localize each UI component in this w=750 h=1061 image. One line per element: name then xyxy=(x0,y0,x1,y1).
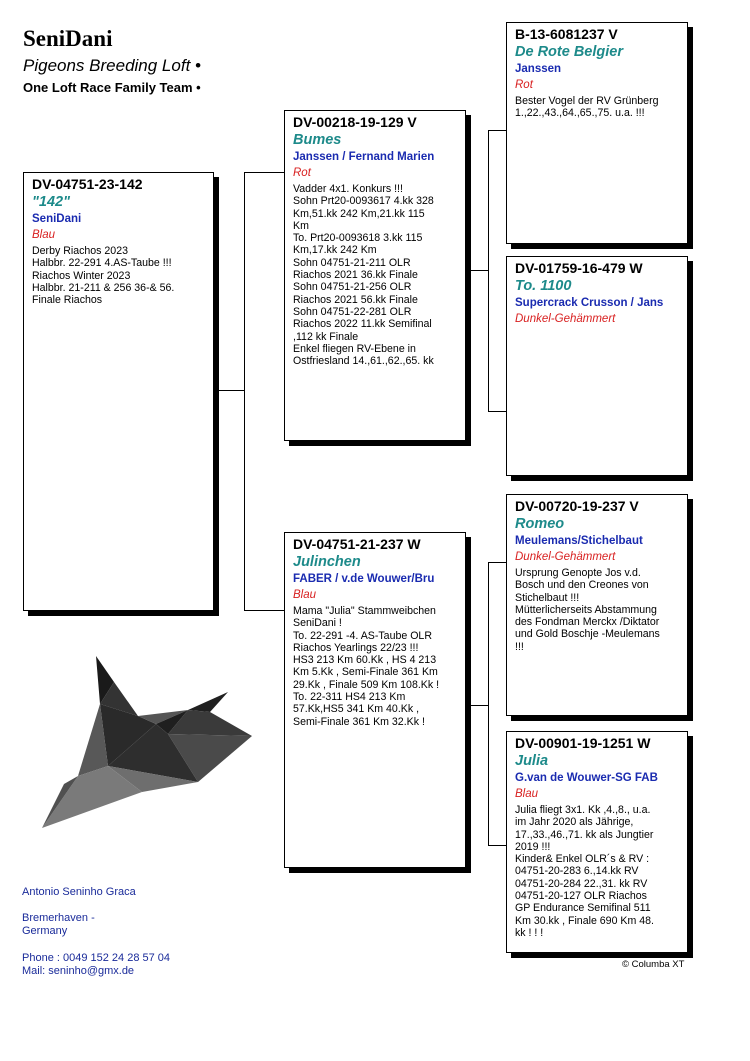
breeder: FABER / v.de Wouwer/Bru xyxy=(293,573,435,585)
notes: Ursprung Genopte Jos v.d. Bosch und den Creones von Stichelbaut !!! Mütterlicherseits Abstammung des Fondman Merckx /Diktator und Gold Boschje -Meulemans !!! xyxy=(515,567,660,653)
contact-mail: Mail: seninho@gmx.de xyxy=(22,965,135,977)
pigeon-name: To. 1100 xyxy=(515,278,572,294)
breeder: Janssen / Fernand Marien xyxy=(293,151,435,163)
ring-number: DV-00901-19-1251 W xyxy=(515,735,651,751)
notes: Vadder 4x1. Konkurs !!! Sohn Prt20-0093617 4.kk 328 Km,51.kk 242 Km,21.kk 115 Km To. Prt20-0093618 3.kk 115 Km,17.kk 242 Km Sohn 04751-21-211 OLR Riachos 2021 36.kk Finale Sohn 04751-21-256 OLR Riachos 2021 56.kk Finale Sohn 04751-22-281 OLR Riachos 2022 11.kk Semifinal ,112 kk Finale Enkel fliegen RV-Ebene in Ostfriesland 14.,61.,62.,65. kk xyxy=(293,183,434,368)
ring-number: DV-04751-21-237 W xyxy=(293,536,421,552)
contact-name: Antonio Seninho Graca xyxy=(22,886,136,898)
breeder: G.van de Wouwer-SG FAB xyxy=(515,772,658,784)
sire-card xyxy=(284,110,466,441)
subject-pigeon-card xyxy=(23,172,214,611)
loft-team: One Loft Race Family Team • xyxy=(23,80,201,95)
ring-number: B-13-6081237 V xyxy=(515,26,618,42)
pigeon-name: Romeo xyxy=(515,516,565,532)
feather-color: Dunkel-Gehämmert xyxy=(515,313,616,325)
pigeon-name: Julinchen xyxy=(293,554,361,570)
feather-color: Blau xyxy=(293,589,317,601)
breeder: Supercrack Crusson / Jans xyxy=(515,297,664,309)
pigeon-name: De Rote Belgier xyxy=(515,44,623,60)
notes: Mama "Julia" Stammweibchen SeniDani ! To. 22-291 -4. AS-Taube OLR Riachos Yearlings 22/23 !!! HS3 213 Km 60.Kk , HS 4 213 Km 5.Kk , Semi-Finale 361 Km 29.Kk , Finale 509 Km 108.Kk ! To. 22-311 HS4 213 Km 57.Kk,HS5 341 Km 40.Kk , Semi-Finale 361 Km 32.Kk ! xyxy=(293,605,440,728)
contact-city: Bremerhaven - Germany xyxy=(22,912,95,937)
pigeon-name: "142" xyxy=(32,194,70,210)
connector xyxy=(244,610,284,611)
connector xyxy=(488,411,506,412)
copyright-footer: © Columba XT xyxy=(622,959,685,970)
feather-color: Rot xyxy=(515,79,533,91)
breeder: SeniDani xyxy=(32,213,82,225)
feather-color: Rot xyxy=(293,167,311,179)
breeder: Janssen xyxy=(515,63,562,75)
connector xyxy=(244,172,284,173)
dam-sire-card xyxy=(506,494,688,716)
sire-sire-card xyxy=(506,22,688,244)
connector xyxy=(488,562,489,845)
connector xyxy=(488,130,506,131)
dam-dam-card xyxy=(506,731,688,953)
contact-phone: Phone : 0049 152 24 28 57 04 xyxy=(22,952,171,964)
connector xyxy=(466,705,488,706)
connector xyxy=(488,562,506,563)
sire-dam-card xyxy=(506,256,688,476)
ring-number: DV-04751-23-142 xyxy=(32,176,143,192)
notes: Derby Riachos 2023 Halbbr. 22-291 4.AS-Taube !!! Riachos Winter 2023 Halbbr. 21-211 & 256 36-& 56. Finale Riachos xyxy=(32,245,175,307)
ring-number: DV-01759-16-479 W xyxy=(515,260,643,276)
ring-number: DV-00218-19-129 V xyxy=(293,114,417,130)
origami-pigeon-logo-icon xyxy=(38,652,254,830)
connector xyxy=(488,130,489,411)
dam-card xyxy=(284,532,466,868)
connector xyxy=(214,390,244,391)
loft-title: SeniDani xyxy=(23,26,113,51)
connector xyxy=(488,845,506,846)
connector xyxy=(244,172,245,610)
feather-color: Dunkel-Gehämmert xyxy=(515,551,616,563)
ring-number: DV-00720-19-237 V xyxy=(515,498,639,514)
loft-subtitle: Pigeons Breeding Loft • xyxy=(23,56,201,75)
feather-color: Blau xyxy=(515,788,539,800)
feather-color: Blau xyxy=(32,229,56,241)
notes: Bester Vogel der RV Grünberg 1.,22.,43.,64.,65.,75. u.a. !!! xyxy=(515,95,659,120)
pigeon-name: Bumes xyxy=(293,132,342,148)
pigeon-name: Julia xyxy=(515,753,549,769)
breeder: Meulemans/Stichelbaut xyxy=(515,535,643,547)
notes: Julia fliegt 3x1. Kk ,4.,8., u.a. im Jahr 2020 als Jährige, 17.,33.,46.,71. kk als Jungtier 2019 !!! Kinder& Enkel OLR´s & RV : 04751-20-283 6.,14.kk RV 04751-20-284 22.,31. kk RV 04751-20-127 OLR Riachos GP Endurance Semifinal 511 Km 30.kk , Finale 690 Km 48. kk ! ! ! xyxy=(515,804,654,939)
connector xyxy=(466,270,488,271)
